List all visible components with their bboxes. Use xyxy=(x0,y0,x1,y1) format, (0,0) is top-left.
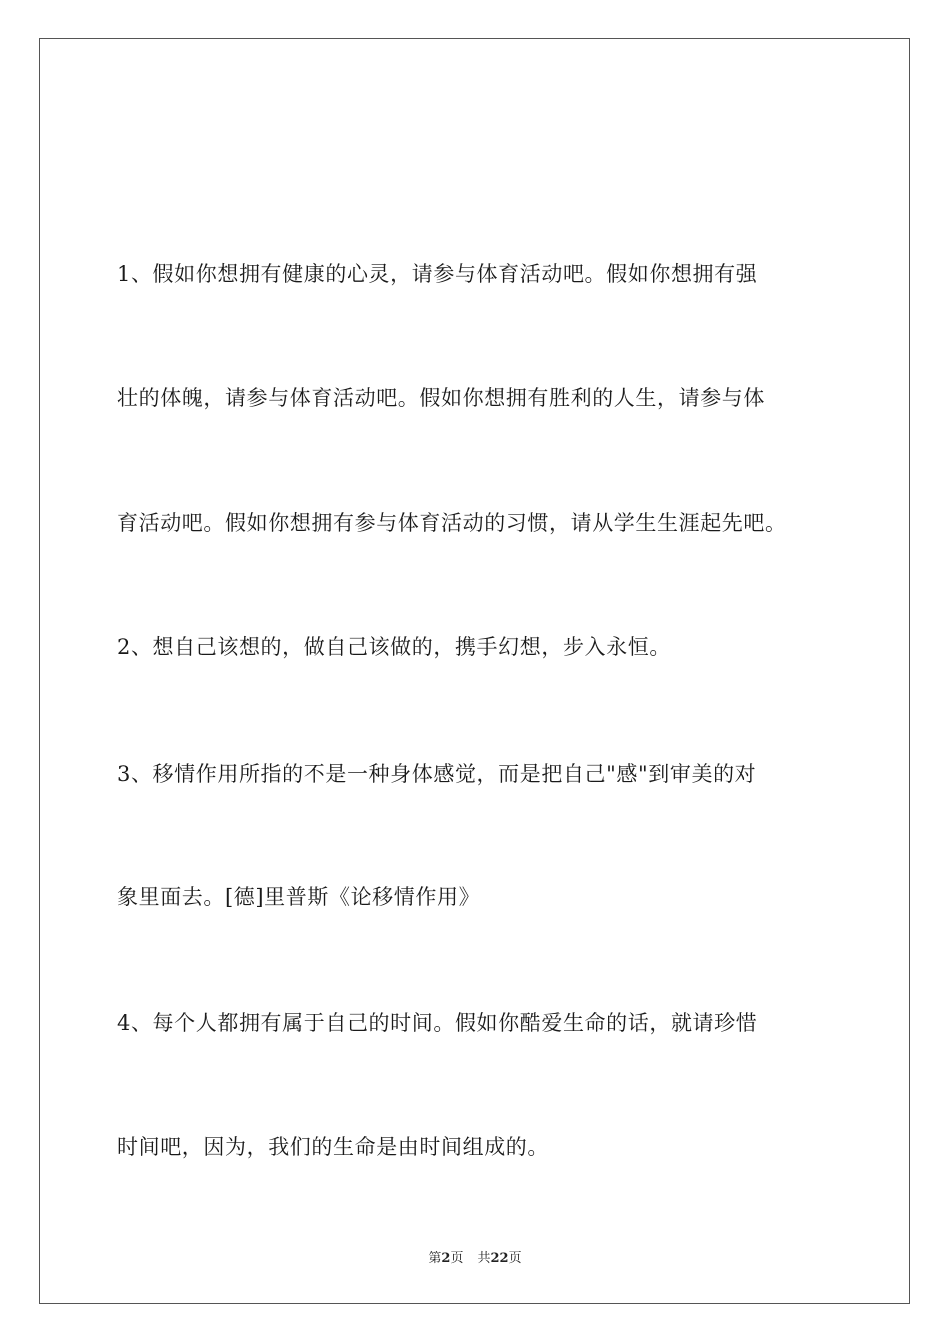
paragraph-1-line-1: 1、假如你想拥有健康的心灵，请参与体育活动吧。假如你想拥有强 xyxy=(117,262,758,286)
page-suffix: 页 xyxy=(450,1251,464,1266)
paragraph-2-line-1: 2、想自己该想的，做自己该做的，携手幻想，步入永恒。 xyxy=(117,635,671,659)
page-prefix: 第 xyxy=(428,1251,442,1266)
paragraph-3-line-2: 象里面去。[德]里普斯《论移情作用》 xyxy=(117,885,481,909)
total-pages: 22 xyxy=(490,1251,509,1266)
paragraph-4-line-2: 时间吧，因为，我们的生命是由时间组成的。 xyxy=(117,1135,549,1159)
paragraph-1-line-2: 壮的体魄，请参与体育活动吧。假如你想拥有胜利的人生，请参与体 xyxy=(117,386,765,410)
page-number: 2 xyxy=(441,1251,451,1266)
page-border xyxy=(39,38,910,1304)
paragraph-3-line-1: 3、移情作用所指的不是一种身体感觉，而是把自己"感"到审美的对 xyxy=(117,762,757,786)
page-footer xyxy=(0,1247,950,1266)
paragraph-1-line-3: 育活动吧。假如你想拥有参与体育活动的习惯，请从学生生涯起先吧。 xyxy=(117,511,787,535)
paragraph-4-line-1: 4、每个人都拥有属于自己的时间。假如你酷爱生命的话，就请珍惜 xyxy=(117,1011,758,1035)
total-prefix: 共 xyxy=(477,1251,491,1266)
total-suffix: 页 xyxy=(508,1251,522,1266)
